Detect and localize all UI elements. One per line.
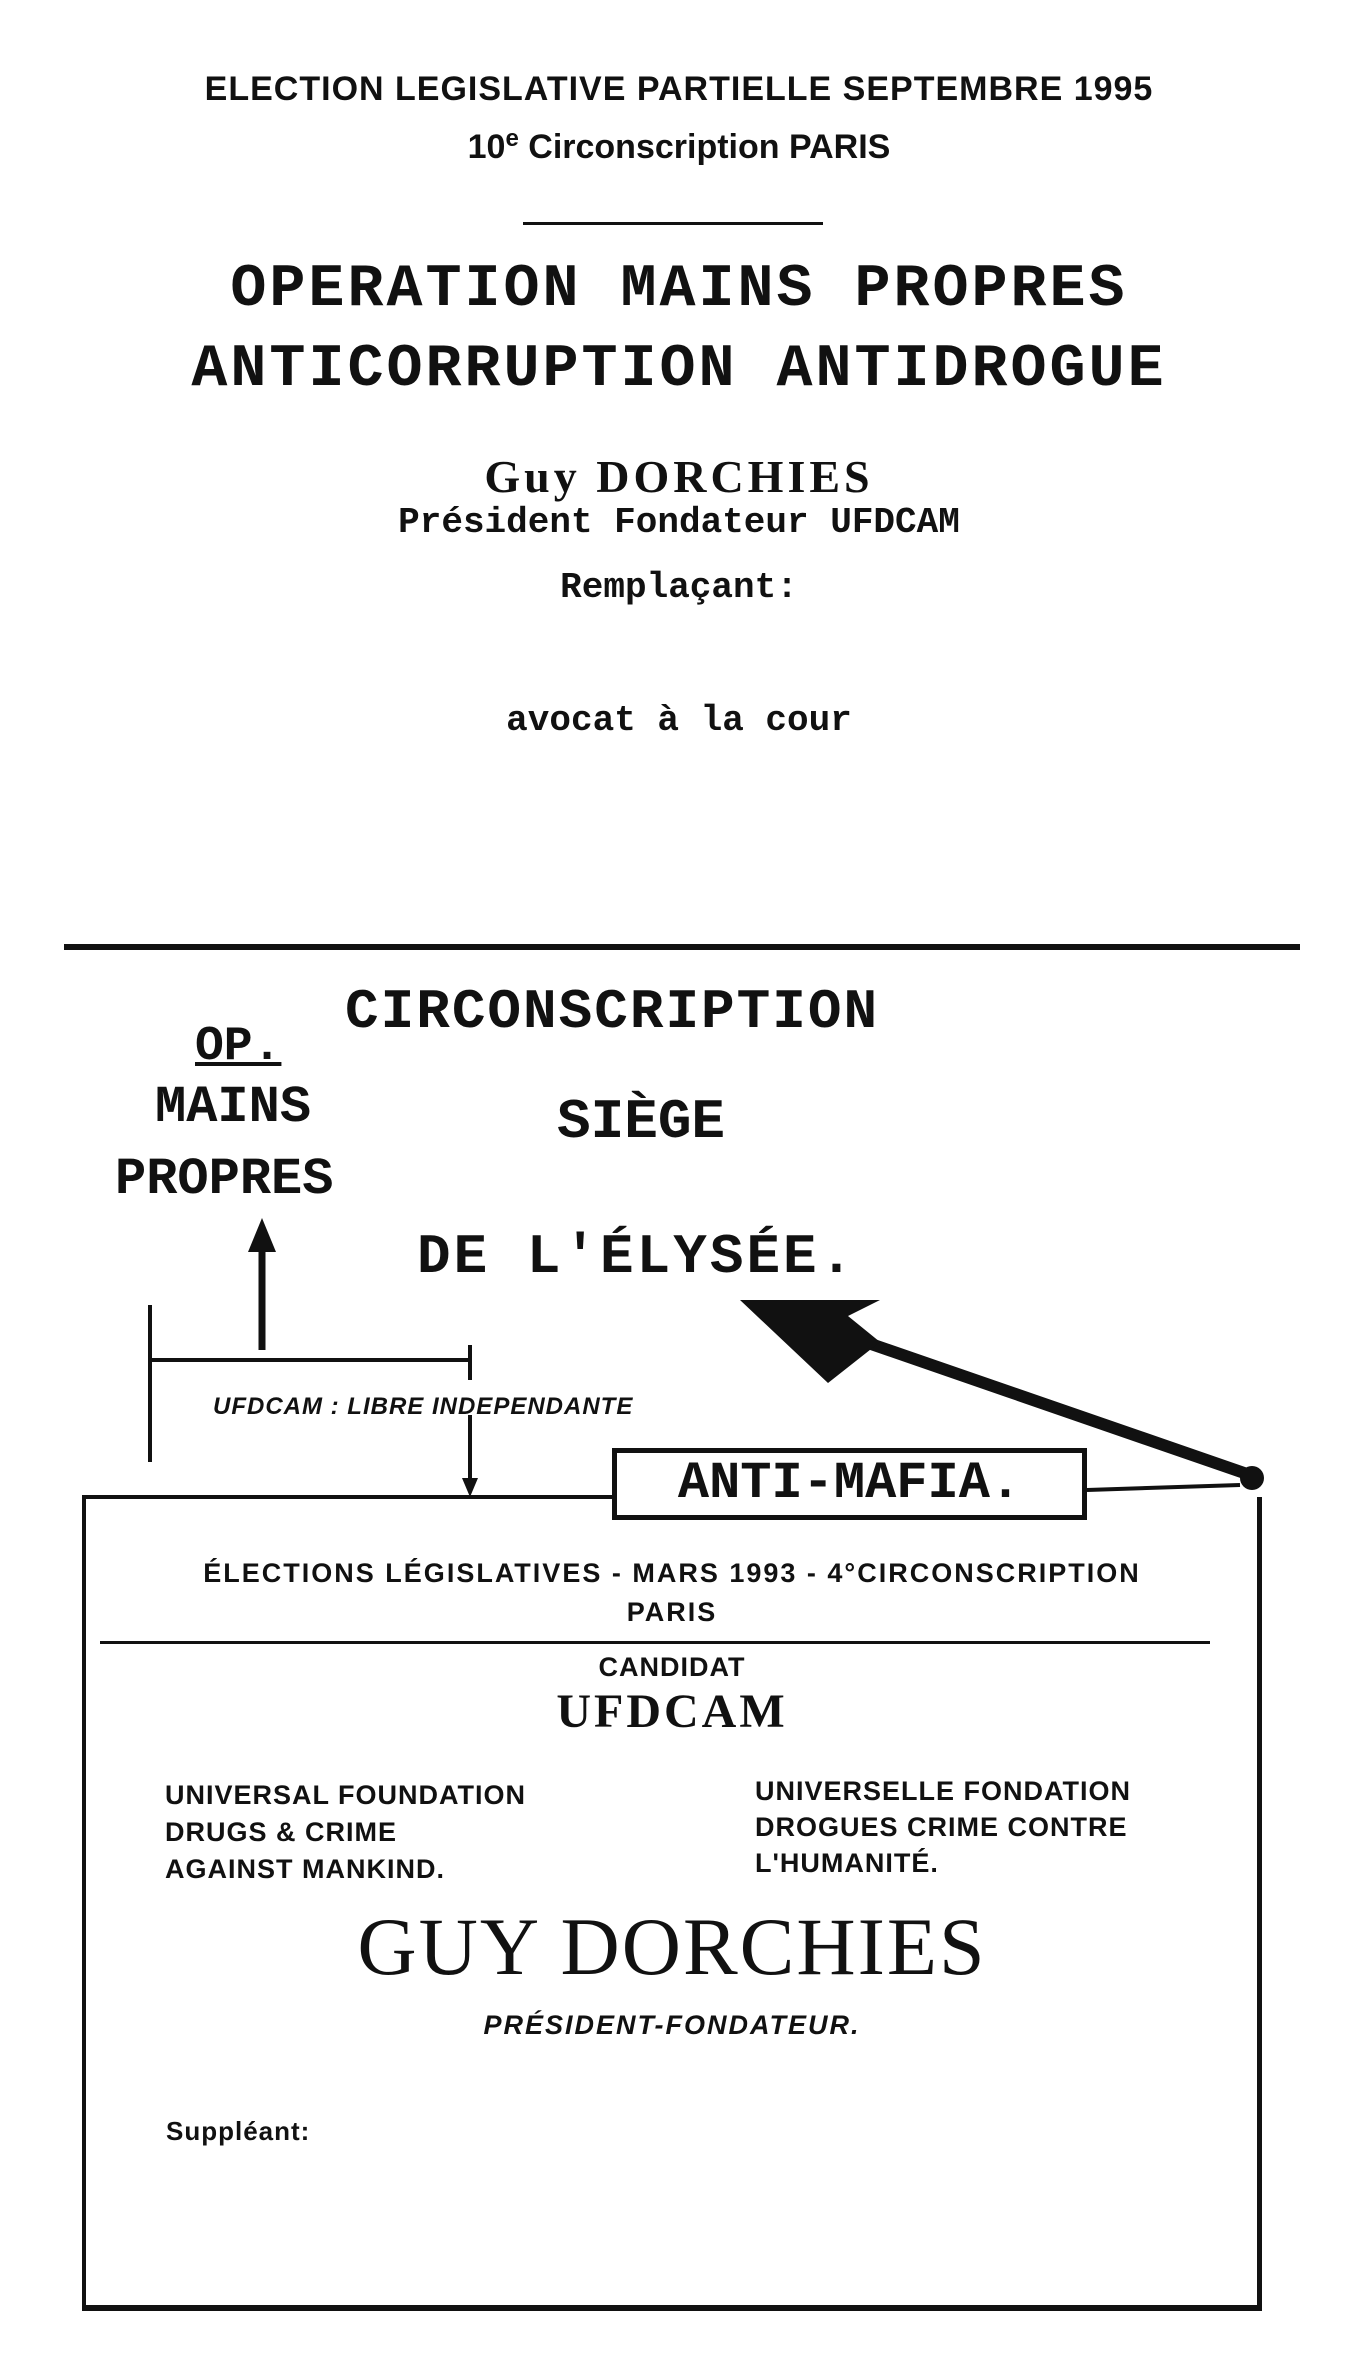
french-name-line-1: UNIVERSELLE FONDATION	[755, 1776, 1132, 1806]
district-suffix: e	[505, 125, 519, 152]
replacement-role: avocat à la cour	[506, 700, 852, 741]
title-line-1: OPERATION MAINS PROPRES	[230, 256, 1128, 324]
district-number: 10	[467, 128, 506, 166]
mains-label: MAINS	[155, 1078, 312, 1137]
down-arrow-icon	[462, 1478, 478, 1497]
candidate-name: Guy DORCHIES	[484, 451, 874, 502]
elysee-label: DE L'ÉLYSÉE.	[417, 1225, 857, 1289]
bracket-lines	[150, 1305, 470, 1485]
leaflet-party: UFDCAM	[556, 1685, 788, 1738]
french-name-line-3: L'HUMANITÉ.	[755, 1848, 939, 1878]
leaflet-substitute-label: Suppléant:	[166, 2116, 311, 2146]
candidate-title: Président Fondateur UFDCAM	[398, 502, 960, 543]
op-label: OP.	[195, 1020, 282, 1074]
replacement-label: Remplaçant:	[560, 567, 798, 608]
propres-label: PROPRES	[115, 1150, 334, 1209]
leaflet-candidate-name: GUY DORCHIES	[357, 1901, 987, 1992]
leaflet-candidate-role: PRÉSIDENT-FONDATEUR.	[483, 2010, 861, 2040]
circonscription-label: CIRCONSCRIPTION	[345, 980, 880, 1044]
leaflet-election-line: ÉLECTIONS LÉGISLATIVES - MARS 1993 - 4°CIRCONSCRIPTION	[203, 1558, 1141, 1588]
english-name-line-2: DRUGS & CRIME	[165, 1817, 398, 1847]
election-heading: ELECTION LEGISLATIVE PARTIELLE SEPTEMBRE 1995	[204, 70, 1154, 108]
independent-note: UFDCAM : LIBRE INDEPENDANTE	[213, 1393, 634, 1420]
anti-mafia-box: ANTI-MAFIA.	[612, 1448, 1087, 1520]
leaflet-top-border-right	[1087, 1485, 1240, 1490]
district-rest: Circonscription PARIS	[518, 128, 891, 166]
up-arrow-icon	[248, 1218, 276, 1350]
english-name-line-3: AGAINST MANKIND.	[165, 1854, 445, 1884]
french-name-line-2: DROGUES CRIME CONTRE	[755, 1812, 1128, 1842]
leaflet-city: PARIS	[626, 1597, 718, 1627]
title-line-2: ANTICORRUPTION ANTIDROGUE	[191, 336, 1167, 404]
english-name-line-1: UNIVERSAL FOUNDATION	[165, 1780, 527, 1810]
leaflet-candidate-label: CANDIDAT	[598, 1652, 746, 1682]
siege-label: SIÈGE	[557, 1090, 726, 1154]
